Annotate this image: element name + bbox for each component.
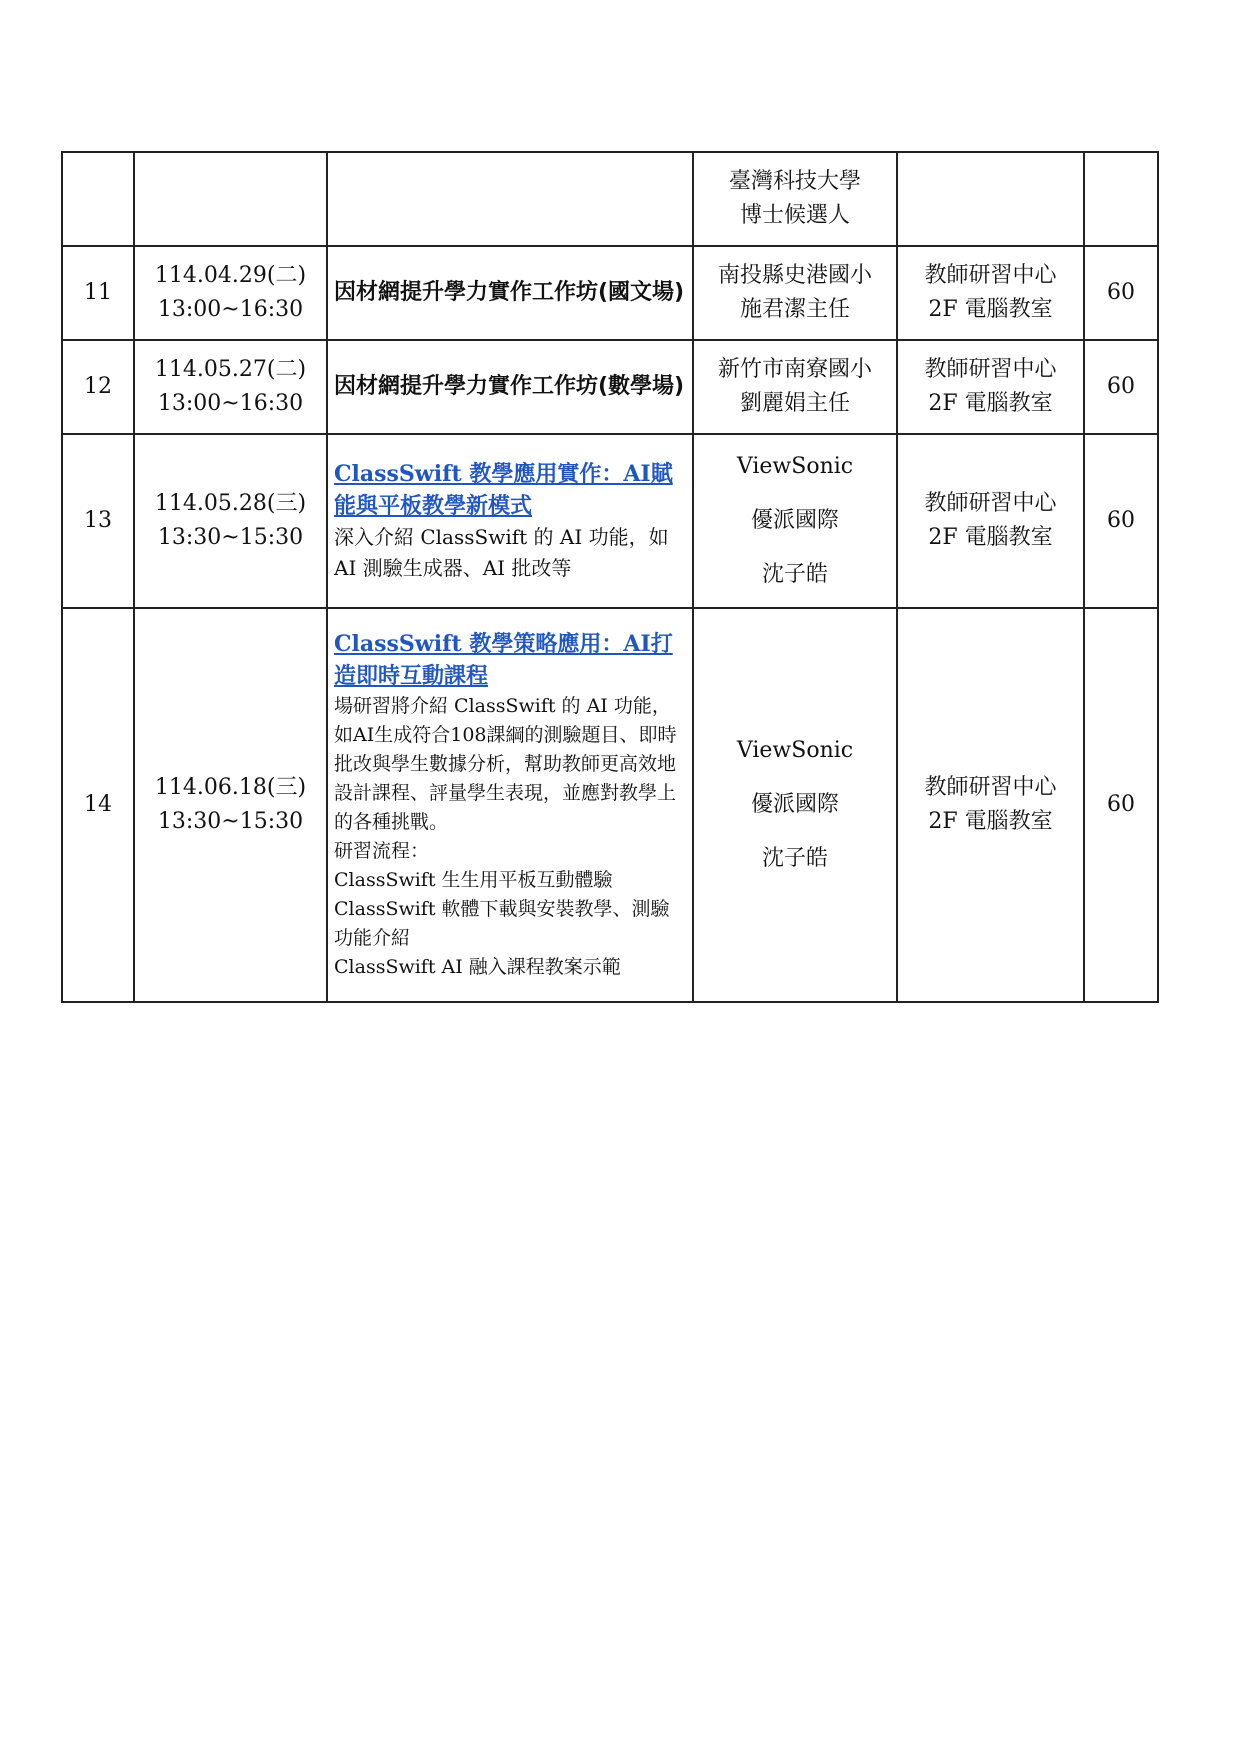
flow-item: ClassSwift 軟體下載與安裝教學、測驗功能介紹 <box>334 898 670 949</box>
table-row <box>62 434 1158 608</box>
place-line: 2F 電腦教室 <box>928 391 1053 416</box>
place-line: 2F 電腦教室 <box>928 809 1053 834</box>
speaker-cell <box>693 434 897 608</box>
speaker-line: ViewSonic <box>736 454 854 479</box>
flow-title: 研習流程： <box>334 840 430 862</box>
schedule-table <box>61 151 1159 1003</box>
topic-cell: 因材網提升學力實作工作坊(國文場) <box>327 246 693 340</box>
speaker-line: 臺灣科技大學 <box>728 169 861 194</box>
date-cell <box>134 152 327 246</box>
row-number: 14 <box>62 608 134 1002</box>
speaker-line: 優派國際 <box>750 508 839 533</box>
flow-item: ClassSwift AI 融入課程教案示範 <box>334 956 621 978</box>
place-line: 教師研習中心 <box>924 491 1057 516</box>
hours-cell <box>1084 152 1158 246</box>
speaker-line: 沈子皓 <box>761 562 828 587</box>
flow-item: ClassSwift 生生用平板互動體驗 <box>334 869 613 891</box>
speaker-line: 新竹市南寮國小 <box>717 357 872 382</box>
speaker-line: ViewSonic <box>736 738 854 763</box>
place-cell <box>897 434 1084 608</box>
topic-description: 場研習將介紹 ClassSwift 的 AI 功能，如AI生成符合108課綱的測驗題目、即時批改與學生數據分析，幫助教師更高效地設計課程、評量學生表現，並應對教學上的各種挑戰。 <box>334 695 677 833</box>
speaker-cell <box>693 152 897 246</box>
speaker-cell <box>693 340 897 434</box>
place-line: 2F 電腦教室 <box>928 525 1053 550</box>
place-cell <box>897 340 1084 434</box>
time-text: 13:00~16:30 <box>157 391 304 416</box>
row-number: 13 <box>62 434 134 608</box>
hours-cell: 60 <box>1084 434 1158 608</box>
place-cell <box>897 152 1084 246</box>
place-line: 教師研習中心 <box>924 263 1057 288</box>
hours-cell: 60 <box>1084 340 1158 434</box>
speaker-line: 沈子皓 <box>761 846 828 871</box>
speaker-line: 南投縣史港國小 <box>717 263 872 288</box>
table-row <box>62 340 1158 434</box>
hours-cell: 60 <box>1084 608 1158 1002</box>
speaker-line: 優派國際 <box>750 792 839 817</box>
place-line: 2F 電腦教室 <box>928 297 1053 322</box>
topic-link[interactable]: ClassSwift 教學應用實作：AI賦能與平板教學新模式 <box>334 461 673 519</box>
topic-link[interactable]: ClassSwift 教學策略應用：AI打造即時互動課程 <box>334 631 673 689</box>
row-number: 11 <box>62 246 134 340</box>
row-number: 12 <box>62 340 134 434</box>
date-cell <box>134 434 327 608</box>
date-cell <box>134 246 327 340</box>
table-row <box>62 608 1158 1002</box>
place-line: 教師研習中心 <box>924 775 1057 800</box>
date-cell <box>134 340 327 434</box>
topic-cell: 因材網提升學力實作工作坊(數學場) <box>327 340 693 434</box>
table-row <box>62 152 1158 246</box>
time-text: 13:30~15:30 <box>157 809 304 834</box>
topic-cell <box>327 434 693 608</box>
place-cell <box>897 246 1084 340</box>
table-row <box>62 246 1158 340</box>
hours-cell: 60 <box>1084 246 1158 340</box>
date-text: 114.05.28(三) <box>154 491 307 516</box>
topic-cell <box>327 152 693 246</box>
place-cell <box>897 608 1084 1002</box>
speaker-cell <box>693 608 897 1002</box>
time-text: 13:30~15:30 <box>157 525 304 550</box>
topic-cell <box>327 608 693 1002</box>
date-text: 114.04.29(二) <box>154 263 307 288</box>
date-text: 114.06.18(三) <box>154 775 307 800</box>
speaker-line: 施君潔主任 <box>739 297 850 322</box>
topic-description: 深入介紹 ClassSwift 的 AI 功能，如 AI 測驗生成器、AI 批改等 <box>334 525 669 580</box>
date-cell <box>134 608 327 1002</box>
time-text: 13:00~16:30 <box>157 297 304 322</box>
speaker-line: 劉麗娟主任 <box>739 391 850 416</box>
speaker-cell <box>693 246 897 340</box>
speaker-line: 博士候選人 <box>739 203 850 228</box>
row-number <box>62 152 134 246</box>
place-line: 教師研習中心 <box>924 357 1057 382</box>
date-text: 114.05.27(二) <box>154 357 307 382</box>
